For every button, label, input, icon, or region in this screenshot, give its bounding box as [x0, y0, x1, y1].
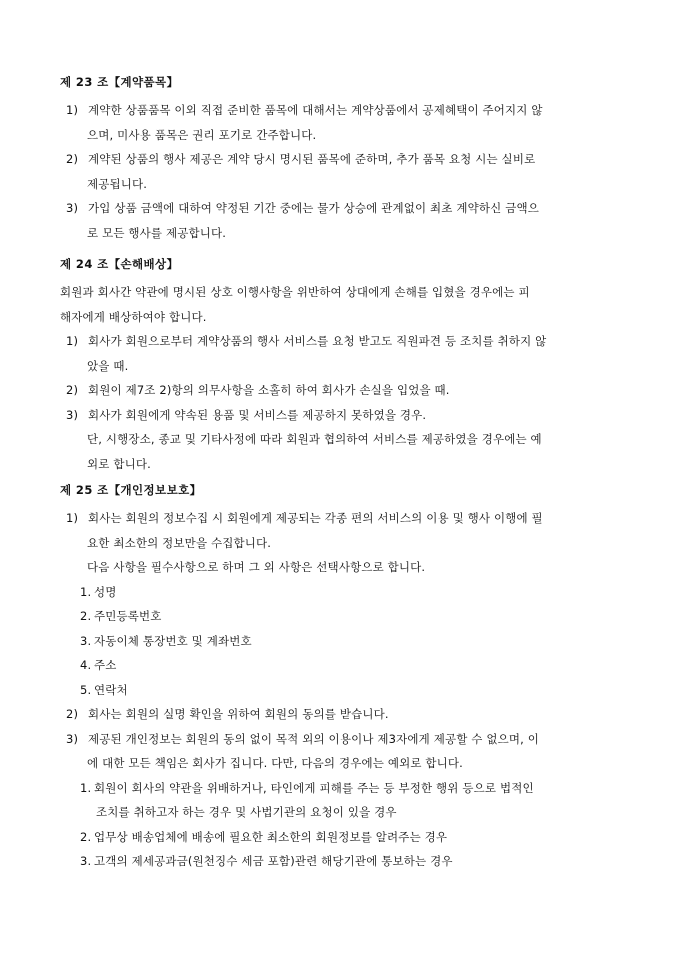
item-number: 3)	[66, 731, 79, 746]
sub-item-number: 3.	[80, 854, 92, 868]
item-text: 회사가 회원으로부터 계약상품의 행사 서비스를 요청 받고도 직원파견 등 조치를 취하지 않	[88, 334, 547, 348]
article-23-heading: 제 23 조【계약품목】	[60, 75, 179, 89]
sub-item-number: 1.	[80, 584, 92, 599]
sub-item-text: 주소	[94, 658, 117, 672]
required-item-5	[80, 678, 655, 703]
required-item-3	[80, 629, 655, 654]
item-text: 제공된 개인정보는 회원의 동의 없이 목적 외의 이용이나 제3자에게 제공할 수 없으며, 이	[88, 731, 539, 746]
article-24-item-3-continued-2: 외로 합니다.	[87, 456, 151, 471]
article-25-item-1-continued-2: 다음 사항을 필수사항으로 하며 그 외 사항은 선택사항으로 합니다.	[87, 560, 426, 574]
required-item-2	[80, 604, 655, 629]
article-25-item-1-continued: 요한 최소한의 정보만을 수집합니다.	[87, 535, 272, 550]
sub-item-number: 5.	[80, 682, 92, 697]
article-25-item-3	[66, 727, 641, 752]
sub-item-number: 4.	[80, 658, 92, 672]
article-25-heading: 제 25 조【개인정보보호】	[60, 483, 202, 497]
article-25-item-3-continued: 에 대한 모든 책임은 회사가 집니다. 다만, 다음의 경우에는 예외로 합니다.	[87, 756, 463, 770]
sub-item-text: 회원이 회사의 약관을 위배하거나, 타인에게 피해를 주는 등 부정한 행위 등으로 법적인	[94, 780, 534, 795]
article-25-item-2	[66, 702, 641, 727]
sub-item-text: 연락처	[94, 682, 128, 697]
required-item-1	[80, 580, 655, 605]
article-25-item-1	[66, 506, 641, 531]
article-23-item-3	[66, 196, 641, 221]
item-number: 2)	[66, 152, 79, 166]
item-number: 1)	[66, 103, 79, 117]
item-number: 3)	[66, 407, 79, 422]
sub-item-text: 업무상 배송업체에 배송에 필요한 최소한의 회원정보를 알려주는 경우	[94, 829, 448, 844]
sub-item-text: 주민등록번호	[94, 609, 162, 623]
item-number: 1)	[66, 511, 79, 525]
article-24-intro-continued: 해자에게 배상하여야 합니다.	[60, 309, 207, 324]
article-24-item-1	[66, 329, 641, 354]
article-24-intro: 회원과 회사간 약관에 명시된 상호 이행사항을 위반하여 상대에게 손해를 입혔을 경우에는 피	[60, 285, 530, 299]
sub-item-text: 고객의 제세공과금(원천징수 세금 포함)관련 해당기관에 통보하는 경우	[94, 854, 453, 868]
article-24-item-3-continued: 단, 시행장소, 종교 및 기타사정에 따라 회원과 협의하여 서비스를 제공하였을 경우에는 예	[87, 432, 542, 446]
item-text: 계약된 상품의 행사 제공은 계약 당시 명시된 품목에 준하며, 추가 품목 요청 시는 실비로	[88, 152, 536, 166]
sub-item-text: 자동이체 통장번호 및 계좌번호	[94, 633, 252, 648]
sub-item-number: 2.	[80, 609, 92, 623]
sub-item-number: 2.	[80, 829, 92, 844]
article-24-heading: 제 24 조【손해배상】	[60, 257, 179, 271]
item-text: 회사는 회원의 정보수집 시 회원에게 제공되는 각종 편의 서비스의 이용 및 행사 이행에 필	[88, 511, 543, 525]
article-25	[0, 482, 680, 874]
article-24	[0, 256, 680, 476]
article-23-item-1	[66, 98, 641, 123]
exception-item-2	[80, 825, 655, 850]
exception-item-1-continued: 조치를 취하고자 하는 경우 및 사법기관의 요청이 있을 경우	[96, 805, 397, 819]
item-text: 가입 상품 금액에 대하여 약정된 기간 중에는 물가 상승에 관계없이 최초 계약하신 금액으	[88, 201, 539, 215]
sub-item-text: 성명	[94, 584, 117, 599]
sub-item-number: 1.	[80, 780, 92, 795]
item-text: 회사는 회원의 실명 확인을 위하여 회원의 동의를 받습니다.	[88, 707, 389, 721]
exception-item-3	[80, 849, 655, 874]
item-number: 3)	[66, 201, 79, 215]
article-24-item-2	[66, 378, 641, 403]
item-number: 2)	[66, 383, 79, 397]
article-24-item-1-continued: 았을 때.	[87, 358, 129, 373]
exception-item-1	[80, 776, 655, 801]
item-text: 계약한 상품품목 이외 직접 준비한 품목에 대해서는 계약상품에서 공제혜택이 주어지지 않	[88, 103, 543, 117]
item-text: 회원이 제7조 2)항의 의무사항을 소홀히 하여 회사가 손실을 입었을 때.	[88, 383, 450, 397]
sub-item-number: 3.	[80, 633, 92, 648]
article-23-item-1-continued: 으며, 미사용 품목은 권리 포기로 간주합니다.	[87, 127, 317, 142]
article-23-item-2	[66, 147, 641, 172]
article-23	[0, 74, 680, 245]
item-number: 1)	[66, 334, 79, 348]
item-number: 2)	[66, 707, 79, 721]
item-text: 회사가 회원에게 약속된 용품 및 서비스를 제공하지 못하였을 경우.	[88, 407, 427, 422]
article-24-item-3	[66, 403, 641, 428]
article-23-item-2-continued: 제공됩니다.	[87, 176, 148, 191]
article-23-item-3-continued: 로 모든 행사를 제공합니다.	[87, 225, 227, 240]
required-item-4	[80, 653, 655, 678]
